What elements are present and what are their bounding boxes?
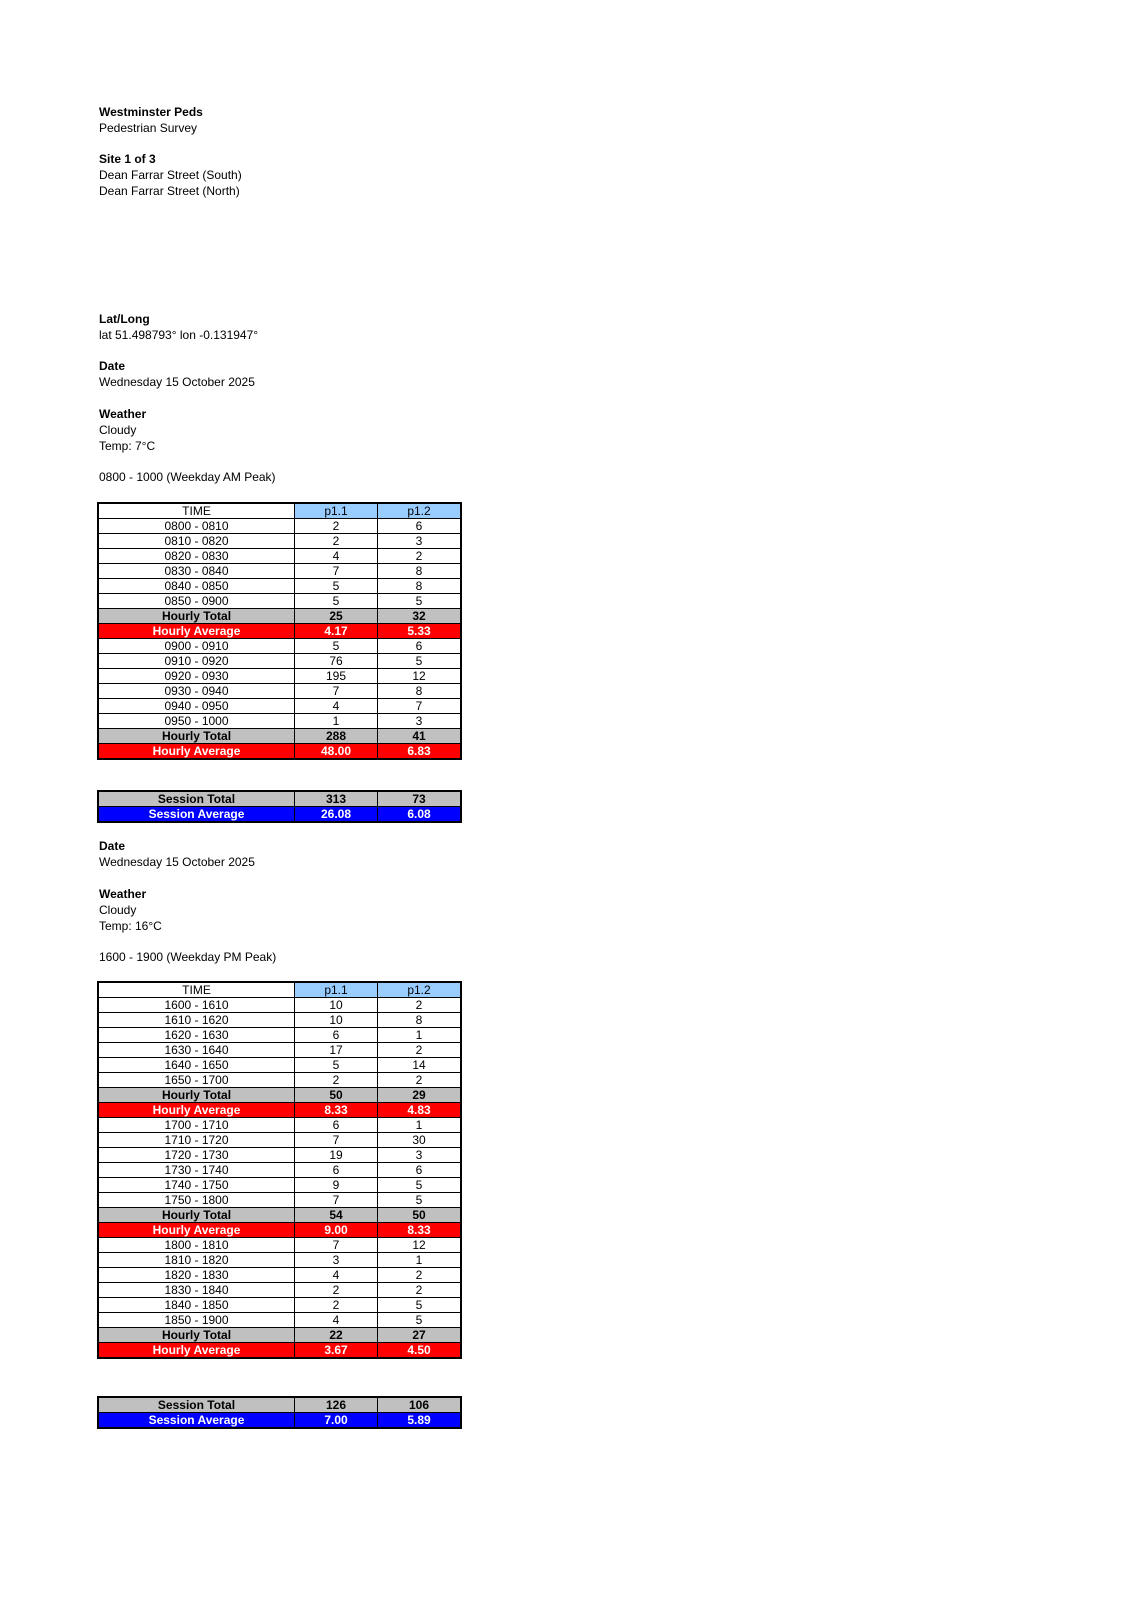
p1-1-cell: 17	[295, 1043, 378, 1058]
p1-2-cell: 2	[378, 1043, 462, 1058]
time-cell: 0830 - 0840	[98, 564, 295, 579]
table-row	[98, 1043, 461, 1058]
p1-2-cell: 5	[378, 1313, 462, 1328]
p1-2-cell: 1	[378, 1028, 462, 1043]
table-row	[98, 1028, 461, 1043]
report-subtitle: Pedestrian Survey	[99, 121, 198, 135]
hourly-average-row	[98, 1103, 461, 1118]
time-cell: TIME	[98, 503, 295, 519]
p1-1-cell: 7.00	[295, 1413, 378, 1429]
p1-2-cell: 3	[378, 714, 462, 729]
am-session-table	[97, 790, 462, 823]
table-row	[98, 519, 461, 534]
total-row	[98, 1088, 461, 1103]
p1-2-cell: p1.2	[378, 982, 462, 998]
p1-1-cell: 19	[295, 1148, 378, 1163]
p1-2-cell: 2	[378, 549, 462, 564]
p1-1-cell: 5	[295, 579, 378, 594]
p1-2-cell: 14	[378, 1058, 462, 1073]
time-cell: Hourly Average	[98, 1223, 295, 1238]
p1-2-cell: 6.08	[378, 807, 462, 823]
time-cell: 0850 - 0900	[98, 594, 295, 609]
p1-2-cell: 29	[378, 1088, 462, 1103]
time-cell: Session Average	[98, 807, 295, 823]
time-cell: 0930 - 0940	[98, 684, 295, 699]
p1-1-cell: 22	[295, 1328, 378, 1343]
p1-2-cell: 2	[378, 998, 462, 1013]
table-row	[98, 1238, 461, 1253]
p1-2-cell: 5	[378, 594, 462, 609]
p1-2-cell: 4.83	[378, 1103, 462, 1118]
p1-2-cell: 2	[378, 1073, 462, 1088]
time-cell: TIME	[98, 982, 295, 998]
p1-1-cell: 6	[295, 1163, 378, 1178]
site-heading: Site 1 of 3	[99, 152, 156, 166]
time-cell: 0820 - 0830	[98, 549, 295, 564]
latlong-heading: Lat/Long	[99, 312, 150, 326]
p1-2-cell: 8.33	[378, 1223, 462, 1238]
table-row	[98, 699, 461, 714]
p1-2-cell: 6	[378, 519, 462, 534]
p1-2-cell: 41	[378, 729, 462, 744]
p1-1-cell: 2	[295, 1298, 378, 1313]
time-cell: Hourly Total	[98, 1328, 295, 1343]
time-cell: 1850 - 1900	[98, 1313, 295, 1328]
p1-1-cell: 6	[295, 1118, 378, 1133]
p1-1-cell: 7	[295, 564, 378, 579]
p1-2-cell: 32	[378, 609, 462, 624]
p1-1-cell: 7	[295, 1133, 378, 1148]
pm-period-info	[99, 949, 276, 965]
p1-1-cell: 4.17	[295, 624, 378, 639]
time-cell: 0910 - 0920	[98, 654, 295, 669]
am-date-value: Wednesday 15 October 2025	[99, 375, 255, 389]
table-row	[98, 1133, 461, 1148]
p1-1-cell: 10	[295, 1013, 378, 1028]
p1-1-cell: 9	[295, 1178, 378, 1193]
table-row	[98, 639, 461, 654]
p1-1-cell: 9.00	[295, 1223, 378, 1238]
p1-2-cell: 73	[378, 791, 462, 807]
p1-1-cell: 288	[295, 729, 378, 744]
table-row	[98, 1058, 461, 1073]
time-cell: 0900 - 0910	[98, 639, 295, 654]
p1-2-cell: 12	[378, 669, 462, 684]
time-cell: Hourly Total	[98, 1088, 295, 1103]
table-row	[98, 1298, 461, 1313]
table-row	[98, 1313, 461, 1328]
table-row	[98, 1148, 461, 1163]
am-temp-value: Temp: 7°C	[99, 439, 156, 453]
total-row	[98, 1328, 461, 1343]
p1-1-cell: 76	[295, 654, 378, 669]
pm-date-info	[99, 838, 255, 870]
time-cell: 1650 - 1700	[98, 1073, 295, 1088]
time-cell: Hourly Average	[98, 624, 295, 639]
am-weather-info	[99, 406, 155, 454]
am-date-heading: Date	[99, 359, 126, 373]
pm-weather-info	[99, 886, 162, 934]
am-weather-heading: Weather	[99, 407, 147, 421]
time-cell: 1720 - 1730	[98, 1148, 295, 1163]
table-row	[98, 998, 461, 1013]
time-cell: 1800 - 1810	[98, 1238, 295, 1253]
p1-2-cell: 8	[378, 579, 462, 594]
time-cell: Hourly Average	[98, 1343, 295, 1359]
hourly-average-row	[98, 624, 461, 639]
time-cell: 0810 - 0820	[98, 534, 295, 549]
hourly-average-row	[98, 1223, 461, 1238]
p1-1-cell: 8.33	[295, 1103, 378, 1118]
hourly-average-row	[98, 744, 461, 760]
report-title: Westminster Peds	[99, 105, 203, 119]
table-row	[98, 579, 461, 594]
table-row	[98, 1013, 461, 1028]
table-row	[98, 1193, 461, 1208]
p1-1-cell: 4	[295, 549, 378, 564]
p1-2-cell: 5	[378, 1298, 462, 1313]
p1-2-cell: 5	[378, 654, 462, 669]
am-weather-value: Cloudy	[99, 423, 137, 437]
p1-1-cell: 5	[295, 639, 378, 654]
table-row	[98, 654, 461, 669]
p1-1-cell: 195	[295, 669, 378, 684]
p1-2-cell: 3	[378, 534, 462, 549]
time-cell: 0920 - 0930	[98, 669, 295, 684]
time-cell: Session Average	[98, 1413, 295, 1429]
time-cell: 1750 - 1800	[98, 1193, 295, 1208]
p1-1-cell: 3.67	[295, 1343, 378, 1359]
p1-1-cell: 126	[295, 1397, 378, 1413]
p1-1-cell: 4	[295, 699, 378, 714]
time-cell: Hourly Average	[98, 744, 295, 760]
p1-1-cell: 5	[295, 1058, 378, 1073]
p1-2-cell: 3	[378, 1148, 462, 1163]
pm-date-value: Wednesday 15 October 2025	[99, 855, 255, 869]
p1-2-cell: 12	[378, 1238, 462, 1253]
table-row	[98, 1118, 461, 1133]
table-row	[98, 549, 461, 564]
time-cell: Hourly Total	[98, 729, 295, 744]
am-period-info	[99, 469, 276, 485]
time-cell: Hourly Total	[98, 609, 295, 624]
total-row	[98, 1208, 461, 1223]
p1-2-cell: 106	[378, 1397, 462, 1413]
p1-1-cell: 48.00	[295, 744, 378, 760]
p1-2-cell: 1	[378, 1118, 462, 1133]
p1-2-cell: 8	[378, 684, 462, 699]
pm-date-heading: Date	[99, 839, 126, 853]
time-cell: 0800 - 0810	[98, 519, 295, 534]
time-cell: 1640 - 1650	[98, 1058, 295, 1073]
time-cell: Session Total	[98, 1397, 295, 1413]
table-row	[98, 684, 461, 699]
p1-2-cell: 5.89	[378, 1413, 462, 1429]
p1-1-cell: 6	[295, 1028, 378, 1043]
time-cell: 1700 - 1710	[98, 1118, 295, 1133]
table-row	[98, 594, 461, 609]
time-cell: 1840 - 1850	[98, 1298, 295, 1313]
table-header-row	[98, 982, 461, 998]
p1-2-cell: 50	[378, 1208, 462, 1223]
table-row	[98, 1253, 461, 1268]
table-row	[98, 1178, 461, 1193]
p1-2-cell: 6	[378, 639, 462, 654]
p1-2-cell: 1	[378, 1253, 462, 1268]
p1-1-cell: 26.08	[295, 807, 378, 823]
p1-1-cell: 7	[295, 1193, 378, 1208]
table-row	[98, 1268, 461, 1283]
p1-1-cell: 2	[295, 519, 378, 534]
table-row	[98, 564, 461, 579]
p1-1-cell: 7	[295, 684, 378, 699]
time-cell: 1820 - 1830	[98, 1268, 295, 1283]
time-cell: 1810 - 1820	[98, 1253, 295, 1268]
p1-2-cell: 2	[378, 1268, 462, 1283]
time-cell: 1600 - 1610	[98, 998, 295, 1013]
p1-1-cell: 3	[295, 1253, 378, 1268]
p1-2-cell: p1.2	[378, 503, 462, 519]
table-row	[98, 669, 461, 684]
pm-weather-heading: Weather	[99, 887, 147, 901]
total-row	[98, 609, 461, 624]
p1-2-cell: 5.33	[378, 624, 462, 639]
pm-temp-value: Temp: 16°C	[99, 919, 162, 933]
p1-2-cell: 5	[378, 1178, 462, 1193]
table-header-row	[98, 503, 461, 519]
p1-2-cell: 5	[378, 1193, 462, 1208]
am-period-label: 0800 - 1000 (Weekday AM Peak)	[99, 470, 276, 484]
p1-1-cell: 4	[295, 1268, 378, 1283]
p1-1-cell: 4	[295, 1313, 378, 1328]
location-info	[99, 311, 258, 343]
table-row	[98, 1163, 461, 1178]
p1-2-cell: 7	[378, 699, 462, 714]
p1-2-cell: 8	[378, 1013, 462, 1028]
p1-1-cell: p1.1	[295, 982, 378, 998]
p1-1-cell: 7	[295, 1238, 378, 1253]
p1-1-cell: 50	[295, 1088, 378, 1103]
time-cell: 1630 - 1640	[98, 1043, 295, 1058]
total-row	[98, 729, 461, 744]
total-row	[98, 1397, 461, 1413]
time-cell: 1730 - 1740	[98, 1163, 295, 1178]
site-info	[99, 151, 242, 199]
p1-2-cell: 27	[378, 1328, 462, 1343]
site-line-north: Dean Farrar Street (North)	[99, 184, 240, 198]
time-cell: 1620 - 1630	[98, 1028, 295, 1043]
time-cell: Session Total	[98, 791, 295, 807]
p1-1-cell: 25	[295, 609, 378, 624]
hourly-average-row	[98, 1343, 461, 1359]
p1-2-cell: 8	[378, 564, 462, 579]
time-cell: 0950 - 1000	[98, 714, 295, 729]
p1-2-cell: 6.83	[378, 744, 462, 760]
p1-2-cell: 2	[378, 1283, 462, 1298]
table-row	[98, 1283, 461, 1298]
time-cell: 1830 - 1840	[98, 1283, 295, 1298]
session-average-row	[98, 807, 461, 823]
p1-1-cell: 1	[295, 714, 378, 729]
time-cell: 0940 - 0950	[98, 699, 295, 714]
p1-1-cell: 313	[295, 791, 378, 807]
latlong-value: lat 51.498793° lon -0.131947°	[99, 328, 259, 342]
pm-session-table	[97, 1396, 462, 1429]
time-cell: 0840 - 0850	[98, 579, 295, 594]
p1-1-cell: 5	[295, 594, 378, 609]
table-row	[98, 1073, 461, 1088]
table-row	[98, 714, 461, 729]
p1-2-cell: 6	[378, 1163, 462, 1178]
session-average-row	[98, 1413, 461, 1429]
pm-weather-value: Cloudy	[99, 903, 137, 917]
p1-2-cell: 4.50	[378, 1343, 462, 1359]
p1-1-cell: 2	[295, 534, 378, 549]
p1-1-cell: 54	[295, 1208, 378, 1223]
am-date-info	[99, 358, 255, 390]
p1-1-cell: 10	[295, 998, 378, 1013]
report-header	[99, 104, 203, 136]
time-cell: 1610 - 1620	[98, 1013, 295, 1028]
total-row	[98, 791, 461, 807]
time-cell: 1740 - 1750	[98, 1178, 295, 1193]
time-cell: 1710 - 1720	[98, 1133, 295, 1148]
p1-1-cell: 2	[295, 1073, 378, 1088]
site-line-south: Dean Farrar Street (South)	[99, 168, 242, 182]
p1-1-cell: p1.1	[295, 503, 378, 519]
pm-count-table	[97, 981, 462, 1359]
am-count-table	[97, 502, 462, 760]
time-cell: Hourly Average	[98, 1103, 295, 1118]
time-cell: Hourly Total	[98, 1208, 295, 1223]
pm-period-label: 1600 - 1900 (Weekday PM Peak)	[99, 950, 277, 964]
p1-1-cell: 2	[295, 1283, 378, 1298]
p1-2-cell: 30	[378, 1133, 462, 1148]
table-row	[98, 534, 461, 549]
